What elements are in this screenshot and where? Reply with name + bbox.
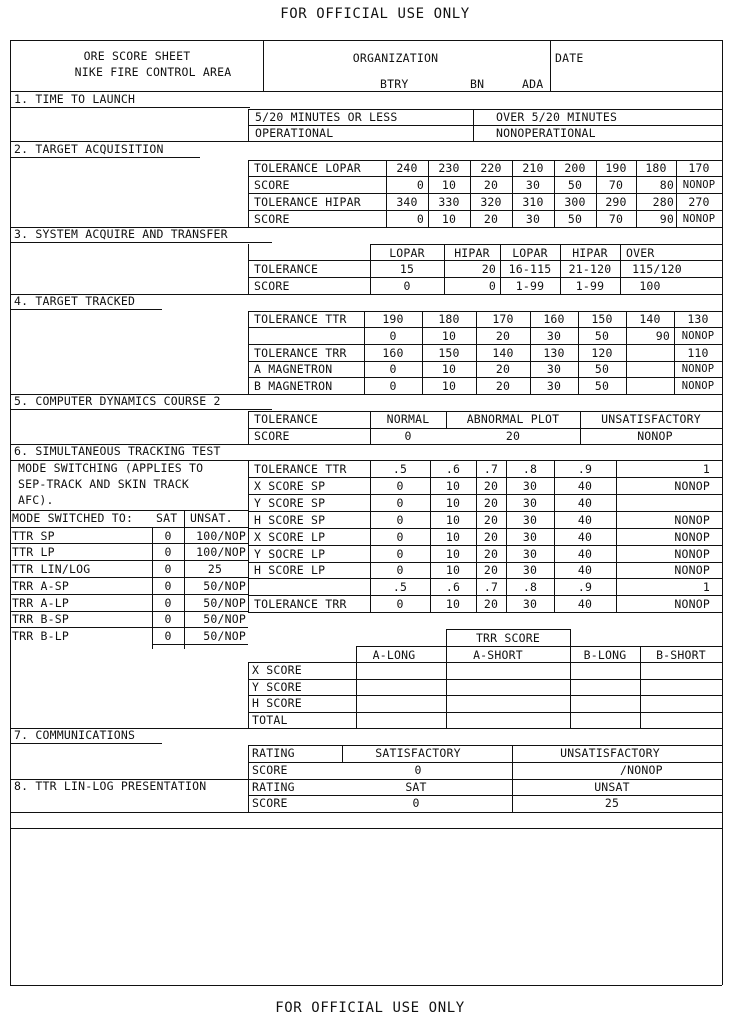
col-header: OVER [626, 246, 655, 260]
cell: 0 [396, 479, 404, 493]
cell: 10 [441, 212, 457, 226]
form-subtitle: NIKE FIRE CONTROL AREA [74, 65, 232, 79]
cell: 30 [522, 547, 538, 561]
cell: 120 [591, 346, 613, 360]
cell: 190 [605, 161, 627, 175]
ada-label: ADA [522, 77, 544, 91]
cell: .6 [445, 580, 461, 594]
cell: SATISFACTORY [375, 746, 461, 760]
cell: 1 [702, 462, 710, 476]
cell: 30 [522, 513, 538, 527]
col-header: NORMAL [386, 412, 430, 426]
cell: 20 [483, 547, 499, 561]
cell: 320 [480, 195, 502, 209]
row-label: TOLERANCE LOPAR [254, 161, 361, 175]
row-label: RATING [252, 746, 295, 760]
cell: 0 [416, 212, 424, 226]
cell: 21-120 [568, 262, 612, 276]
cell: 0 [416, 178, 424, 192]
mode-sat: 0 [164, 545, 172, 559]
cell: 40 [577, 513, 593, 527]
col-header: LOPAR [512, 246, 548, 260]
cell: 160 [543, 312, 565, 326]
cell: 40 [577, 547, 593, 561]
cell: /NONOP [620, 763, 663, 777]
mode-name: TTR SP [12, 529, 55, 543]
cell: UNSAT [594, 780, 630, 794]
cell: 20 [483, 212, 499, 226]
cell: 180 [645, 161, 667, 175]
row-label: TOLERANCE TRR [254, 597, 347, 611]
cell: 110 [687, 346, 709, 360]
section-title: 2. TARGET ACQUISITION [14, 142, 164, 156]
col-header: HIPAR [572, 246, 608, 260]
cell: 0 [396, 513, 404, 527]
cell: UNSATISFACTORY [560, 746, 660, 760]
mode-sat: 0 [164, 579, 172, 593]
cell: 0 [414, 763, 422, 777]
mode-note: SEP-TRACK AND SKIN TRACK [18, 477, 189, 491]
cell: 10 [445, 513, 461, 527]
cell: .5 [392, 580, 408, 594]
cell: 40 [577, 479, 593, 493]
trr-col-header: B-LONG [583, 648, 627, 662]
cell: 300 [564, 195, 586, 209]
cell: 20 [483, 597, 499, 611]
mode-name: TRR B-SP [12, 612, 69, 626]
section-title: 4. TARGET TRACKED [14, 294, 136, 308]
section-title: 6. SIMULTANEOUS TRACKING TEST [14, 444, 221, 458]
cell: 130 [543, 346, 565, 360]
organization-label: ORGANIZATION [352, 51, 439, 65]
mode-unsat: 50/NOP [203, 596, 246, 610]
cell: 10 [445, 530, 461, 544]
cell: 20 [483, 563, 499, 577]
cell: 40 [577, 530, 593, 544]
cell: 15 [399, 262, 415, 276]
cell: 50 [594, 379, 610, 393]
cell: 20 [495, 362, 511, 376]
cell: .5 [392, 462, 408, 476]
cell: 20 [495, 329, 511, 343]
cell: NONOP [674, 597, 710, 611]
row-label: SCORE [254, 212, 290, 226]
mode-header: SAT [156, 511, 178, 525]
row-label: SCORE [252, 763, 288, 777]
cell: 115/120 [632, 262, 682, 276]
cell: 200 [564, 161, 586, 175]
section-title: 1. TIME TO LAUNCH [14, 92, 136, 106]
section-title: 5. COMPUTER DYNAMICS COURSE 2 [14, 394, 221, 408]
cell: 10 [445, 547, 461, 561]
mode-note: MODE SWITCHING (APPLIES TO [18, 461, 204, 475]
cell: .8 [522, 462, 538, 476]
col-header: HIPAR [454, 246, 490, 260]
mode-note: AFC). [18, 493, 54, 507]
mode-name: TTR LIN/LOG [12, 562, 91, 576]
cell: 0 [389, 379, 397, 393]
cell: 0 [396, 597, 404, 611]
trr-row-label: X SCORE [252, 663, 302, 677]
mode-sat: 0 [164, 562, 172, 576]
frame-top [10, 40, 722, 41]
row-label: B MAGNETRON [254, 379, 333, 393]
cell: 50 [594, 329, 610, 343]
bn-label: BN [470, 77, 485, 91]
row-label: TOLERANCE TTR [254, 312, 347, 326]
cell: .8 [522, 580, 538, 594]
row-label: TOLERANCE [254, 262, 319, 276]
cell: 140 [639, 312, 661, 326]
mode-sat: 0 [164, 612, 172, 626]
row-label: TOLERANCE [254, 412, 319, 426]
mode-unsat: 100/NOP [196, 545, 246, 559]
cell: 30 [522, 530, 538, 544]
launch-val-1: OPERATIONAL [255, 126, 334, 140]
cell: 0 [412, 796, 420, 810]
row-label: A MAGNETRON [254, 362, 333, 376]
cell: 30 [522, 496, 538, 510]
cell: NONOP [681, 380, 715, 392]
col-header: UNSATISFACTORY [601, 412, 701, 426]
cell: 280 [652, 195, 674, 209]
cell: 340 [396, 195, 418, 209]
mode-sat: 0 [164, 596, 172, 610]
cell: 30 [546, 362, 562, 376]
cell: NONOP [674, 479, 710, 493]
cell: 170 [688, 161, 710, 175]
cell: 140 [492, 346, 514, 360]
row-label: SCORE [252, 796, 288, 810]
cell: NONOP [682, 213, 716, 225]
cell: 10 [445, 496, 461, 510]
cell: 10 [441, 379, 457, 393]
cell: 10 [445, 563, 461, 577]
mode-unsat: 25 [207, 562, 223, 576]
section-title: 3. SYSTEM ACQUIRE AND TRANSFER [14, 227, 228, 241]
cell: 10 [441, 329, 457, 343]
cell: 0 [396, 563, 404, 577]
row-label: TOLERANCE TRR [254, 346, 347, 360]
cell: 90 [655, 329, 670, 343]
cell: 16-115 [508, 262, 552, 276]
cell: 20 [505, 429, 521, 443]
mode-name: TRR A-LP [12, 596, 69, 610]
cell: 10 [445, 479, 461, 493]
trr-row-label: H SCORE [252, 696, 302, 710]
launch-col-1: 5/20 MINUTES OR LESS [255, 110, 398, 124]
trr-score-title: TRR SCORE [475, 631, 541, 645]
mode-unsat: 100/NOP [196, 529, 246, 543]
section-title: 8. TTR LIN-LOG PRESENTATION [14, 779, 207, 793]
cell: 1-99 [515, 279, 545, 293]
mode-unsat: 50/NOP [203, 629, 246, 643]
cell: 80 [659, 178, 674, 192]
cell: NONOP [674, 513, 710, 527]
cell: 0 [396, 496, 404, 510]
cell: NONOP [674, 547, 710, 561]
cell: 160 [382, 346, 404, 360]
mode-name: TRR A-SP [12, 579, 69, 593]
cell: .9 [577, 462, 593, 476]
cell: .9 [577, 580, 593, 594]
cell: 170 [492, 312, 514, 326]
cell: 210 [522, 161, 544, 175]
cell: 20 [481, 262, 496, 276]
mode-name: TRR B-LP [12, 629, 69, 643]
cell: .6 [445, 462, 461, 476]
cell: 240 [396, 161, 418, 175]
cell: 30 [546, 329, 562, 343]
cell: NONOP [681, 363, 715, 375]
cell: 100 [639, 279, 661, 293]
banner-bottom: FOR OFFICIAL USE ONLY [275, 1000, 465, 1016]
section-title: 7. COMMUNICATIONS [14, 728, 136, 742]
cell: NONOP [674, 563, 710, 577]
row-label: X SCORE SP [254, 479, 326, 493]
trr-col-header: B-SHORT [656, 648, 706, 662]
cell: 1 [702, 580, 710, 594]
row-label: H SCORE LP [254, 563, 326, 577]
cell: 20 [483, 178, 499, 192]
cell: 220 [480, 161, 502, 175]
cell: 10 [441, 362, 457, 376]
cell: 30 [546, 379, 562, 393]
mode-sat: 0 [164, 629, 172, 643]
cell: 10 [445, 597, 461, 611]
cell: 40 [577, 563, 593, 577]
row-label: RATING [252, 780, 295, 794]
cell: 20 [483, 479, 499, 493]
row-label: SCORE [254, 279, 290, 293]
launch-val-2: NONOPERATIONAL [496, 126, 596, 140]
row-label: H SCORE SP [254, 513, 326, 527]
col-header: LOPAR [389, 246, 425, 260]
cell: NONOP [682, 179, 716, 191]
cell: NONOP [674, 530, 710, 544]
cell: 30 [522, 597, 538, 611]
cell: .7 [483, 462, 499, 476]
row-label: SCORE [254, 429, 290, 443]
cell: 0 [396, 547, 404, 561]
frame-right [722, 40, 723, 985]
mode-header: UNSAT. [190, 511, 233, 525]
cell: 25 [604, 796, 620, 810]
cell: 30 [522, 479, 538, 493]
cell: .7 [483, 580, 499, 594]
col-header: ABNORMAL PLOT [466, 412, 560, 426]
cell: 50 [594, 362, 610, 376]
date-label: DATE [555, 51, 584, 65]
row-label: TOLERANCE HIPAR [254, 195, 361, 209]
row-label: X SCORE LP [254, 530, 326, 544]
mode-unsat: 50/NOP [203, 579, 246, 593]
cell: 290 [605, 195, 627, 209]
cell: 130 [687, 312, 709, 326]
trr-row-label: TOTAL [252, 713, 288, 727]
cell: 0 [488, 279, 496, 293]
cell: 270 [688, 195, 710, 209]
cell: 0 [389, 362, 397, 376]
row-label: Y SCORE SP [254, 496, 326, 510]
cell: 50 [567, 178, 583, 192]
cell: 30 [525, 178, 541, 192]
cell: 150 [438, 346, 460, 360]
cell: 30 [525, 212, 541, 226]
cell: NONOP [681, 330, 715, 342]
cell: 1-99 [575, 279, 605, 293]
mode-sat: 0 [164, 529, 172, 543]
banner-top: FOR OFFICIAL USE ONLY [280, 6, 470, 22]
cell: 70 [608, 212, 624, 226]
cell: 50 [567, 212, 583, 226]
mode-header: MODE SWITCHED TO: [12, 511, 134, 525]
trr-col-header: A-SHORT [473, 648, 523, 662]
cell: 20 [483, 513, 499, 527]
frame-bottom [10, 985, 722, 986]
cell: 0 [396, 530, 404, 544]
cell: 230 [438, 161, 460, 175]
row-label: TOLERANCE TTR [254, 462, 347, 476]
cell: 10 [441, 178, 457, 192]
row-label: Y SOCRE LP [254, 547, 326, 561]
cell: 30 [522, 563, 538, 577]
cell: 180 [438, 312, 460, 326]
cell: 0 [403, 279, 411, 293]
trr-row-label: Y SCORE [252, 680, 302, 694]
mode-unsat: 50/NOP [203, 612, 246, 626]
cell: 20 [483, 496, 499, 510]
cell: 330 [438, 195, 460, 209]
launch-col-2: OVER 5/20 MINUTES [496, 110, 618, 124]
form-title: ORE SCORE SHEET [83, 49, 191, 63]
cell: 190 [382, 312, 404, 326]
cell: 0 [404, 429, 412, 443]
cell: 20 [495, 379, 511, 393]
cell: 90 [659, 212, 674, 226]
cell: SAT [405, 780, 427, 794]
cell: 70 [608, 178, 624, 192]
cell: NONOP [637, 429, 673, 443]
cell: 40 [577, 597, 593, 611]
trr-col-header: A-LONG [372, 648, 416, 662]
row-label: SCORE [254, 178, 290, 192]
cell: 310 [522, 195, 544, 209]
mode-name: TTR LP [12, 545, 55, 559]
btry-label: BTRY [380, 77, 409, 91]
cell: 20 [483, 530, 499, 544]
cell: 150 [591, 312, 613, 326]
cell: 40 [577, 496, 593, 510]
cell: 0 [389, 329, 397, 343]
frame-left [10, 40, 11, 985]
